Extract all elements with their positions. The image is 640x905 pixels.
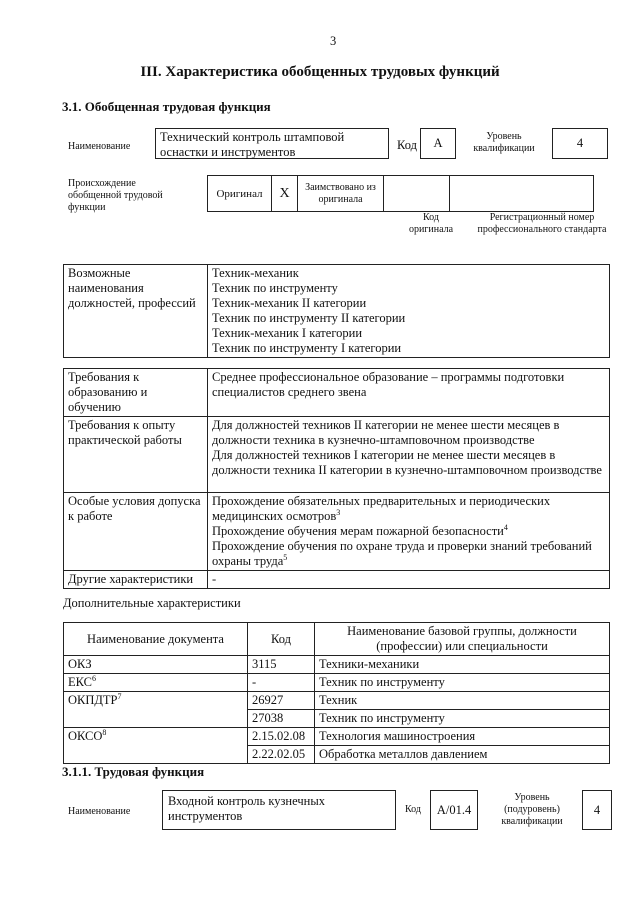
additional-table: [63, 622, 610, 764]
doc-cell: [64, 674, 248, 692]
position-item: Техник по инструменту: [212, 281, 338, 295]
name-cell: Технология машиностроения: [315, 728, 610, 746]
footnote-ref: 4: [503, 522, 508, 532]
gtf-name-label: Наименование: [68, 141, 131, 152]
footnote-ref: 7: [117, 691, 122, 701]
doc-name: ЕКС: [68, 675, 92, 689]
req-label-experience: Требования к опыту практической работы: [64, 417, 208, 493]
req-value-admission: [208, 493, 610, 571]
req-experience-line: Для должностей техников II категории не менее шести месяцев в должности техника в кузнечно-штамповочном производстве: [212, 418, 560, 447]
gtf-code-value: А: [433, 136, 443, 150]
code-cell: 3115: [248, 656, 315, 674]
positions-table: [63, 264, 610, 358]
footnote-ref: 6: [92, 673, 96, 683]
req-value-other: -: [208, 571, 610, 589]
code-cell: 2.15.02.08: [248, 728, 315, 746]
tf-level-label: Уровень (подуровень) квалификации: [501, 792, 563, 827]
req-admission-text: Прохождение обучения по охране труда и проверки знаний требований охраны труда: [212, 539, 592, 568]
table-row: [64, 728, 610, 746]
tf-heading: 3.1.1. Трудовая функция: [62, 764, 205, 779]
footnote-ref: 8: [102, 727, 107, 737]
req-label-admission: Особые условия допуска к работе: [64, 493, 208, 571]
tf-code-label: Код: [405, 804, 421, 815]
original-label: Оригинал: [216, 187, 263, 200]
tf-level-box: [582, 790, 612, 830]
code-cell: 27038: [248, 710, 315, 728]
reg-number-cell: [450, 176, 594, 212]
req-admission-text: Прохождение обязательных предварительных и периодических медицинских осмотров: [212, 494, 551, 523]
position-item: Техник по инструменту II категории: [212, 311, 406, 325]
doc-cell: [64, 692, 248, 728]
req-value-experience: [208, 417, 610, 493]
original-mark-cell: [272, 176, 298, 212]
code-cell: 26927: [248, 692, 315, 710]
header-code: Код: [248, 623, 315, 656]
gtf-origin-label: Происхождение обобщенной трудовой функции: [68, 178, 163, 213]
origin-table: [207, 175, 594, 212]
page-number: 3: [330, 34, 337, 48]
borrowed-label: Заимствовано из оригинала: [305, 181, 376, 205]
gtf-level-box: [552, 128, 608, 159]
gtf-heading: 3.1. Обобщенная трудовая функция: [62, 99, 271, 114]
position-item: Техник-механик: [212, 266, 299, 280]
doc-name: ОКЗ: [68, 657, 92, 671]
code-cell: -: [248, 674, 315, 692]
doc-name: ОКСО: [68, 729, 103, 743]
header-doc: Наименование документа: [64, 623, 248, 656]
name-cell: Техник: [315, 692, 610, 710]
tf-name-box: [162, 790, 396, 830]
requirements-table: [63, 368, 610, 589]
tf-code-box: [430, 790, 478, 830]
original-cell: [208, 176, 272, 212]
req-value-education: Среднее профессиональное образование – программы подготовки специалистов среднего звена: [208, 369, 610, 417]
code-orig-cell: [384, 176, 450, 212]
footnote-ref: 3: [336, 507, 341, 517]
positions-label: Возможные наименования должностей, профессий: [64, 265, 208, 358]
positions-list: [208, 265, 610, 358]
borrowed-cell: [298, 176, 384, 212]
req-admission-line: [212, 539, 605, 569]
name-cell: Техник по инструменту: [315, 674, 610, 692]
name-cell: Техники-механики: [315, 656, 610, 674]
gtf-name-box: [155, 128, 389, 159]
original-mark: X: [279, 186, 290, 201]
code-cell: 2.22.02.05: [248, 746, 315, 764]
name-cell: Техник по инструменту: [315, 710, 610, 728]
gtf-level-label: Уровень квалификации: [473, 131, 535, 154]
tf-name-label: Наименование: [68, 806, 131, 817]
section-title: III. Характеристика обобщенных трудовых функций: [140, 64, 500, 80]
code-orig-label: Код оригинала: [408, 212, 454, 235]
req-admission-text: Прохождение обучения мерам пожарной безопасности: [212, 524, 504, 538]
header-name: Наименование базовой группы, должности (профессии) или специальности: [315, 623, 610, 656]
tf-name-value: Входной контроль кузнечных инструментов: [168, 794, 325, 823]
doc-cell: [64, 656, 248, 674]
table-row: [64, 692, 610, 710]
additional-heading: Дополнительные характеристики: [63, 596, 241, 610]
name-cell: Обработка металлов давлением: [315, 746, 610, 764]
gtf-name-value: Технический контроль штамповой оснастки и инструментов: [160, 130, 345, 159]
gtf-code-label: Код: [397, 138, 417, 152]
req-admission-line: [212, 524, 605, 539]
position-item: Техник-механик II категории: [212, 296, 367, 310]
reg-label: Регистрационный номер профессионального стандарта: [477, 212, 607, 235]
position-item: Техник-механик I категории: [212, 326, 363, 340]
table-row: [64, 674, 610, 692]
gtf-level-value: 4: [576, 136, 584, 150]
table-row: [64, 656, 610, 674]
doc-name: ОКПДТР: [68, 693, 118, 707]
doc-cell: [64, 728, 248, 764]
gtf-code-box: [420, 128, 456, 159]
footnote-ref: 5: [283, 552, 288, 562]
req-experience-line: Для должностей техников I категории не менее шести месяцев в должности техника II категории в кузнечно-штамповочном производстве: [212, 448, 602, 477]
req-label-education: Требования к образованию и обучению: [64, 369, 208, 417]
tf-code-value: А/01.4: [436, 803, 472, 817]
tf-level-value: 4: [593, 803, 601, 817]
req-label-other: Другие характеристики: [64, 571, 208, 589]
position-item: Техник по инструменту I категории: [212, 341, 402, 355]
req-admission-line: [212, 494, 605, 524]
